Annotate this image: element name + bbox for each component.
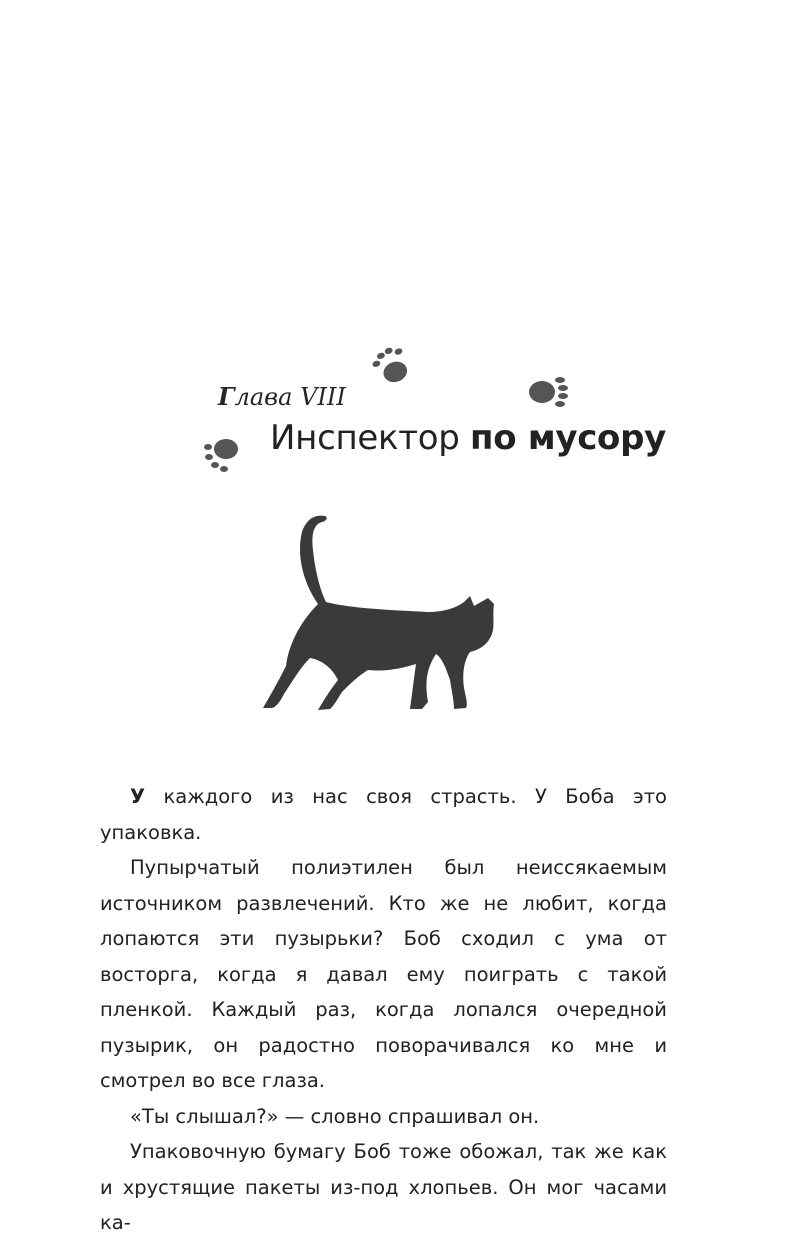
paragraph <box>100 779 667 850</box>
chapter-number <box>218 382 346 411</box>
body-text <box>100 779 667 1241</box>
paw-print-icon <box>196 432 246 476</box>
paw-print-icon <box>522 372 574 412</box>
chapter-label-rest: лава VIII <box>234 383 346 411</box>
paragraph-text: каждого из нас своя страсть. У Боба это упаковка. <box>100 785 667 844</box>
chapter-title <box>270 418 666 458</box>
paragraph: Пупырчатый полиэтилен был неиссякаемым источником развлечений. Кто же не любит, когда лопаются эти пузырьки? Боб сходил с ума от восторга, когда я давал ему поиграть с такой пленкой. Каждый раз, когда лопался очередной пузырик, он радостно поворачивался ко мне и смотрел во все глаза. <box>100 856 667 1092</box>
paragraph: Упаковочную бумагу Боб тоже обожал, так же как и хрустящие пакеты из-под хлопьев. Он мог часами ка- <box>100 1140 667 1234</box>
walking-cat-silhouette <box>258 508 508 718</box>
chapter-label-initial: Г <box>218 382 235 411</box>
chapter-title-regular: Инспектор <box>270 418 471 458</box>
chapter-title-bold: по мусору <box>470 418 667 458</box>
paragraph: «Ты слышал?» — словно спрашивал он. <box>130 1104 540 1128</box>
paragraph-lead-letter: У <box>130 785 146 808</box>
paw-print-icon <box>366 343 416 389</box>
